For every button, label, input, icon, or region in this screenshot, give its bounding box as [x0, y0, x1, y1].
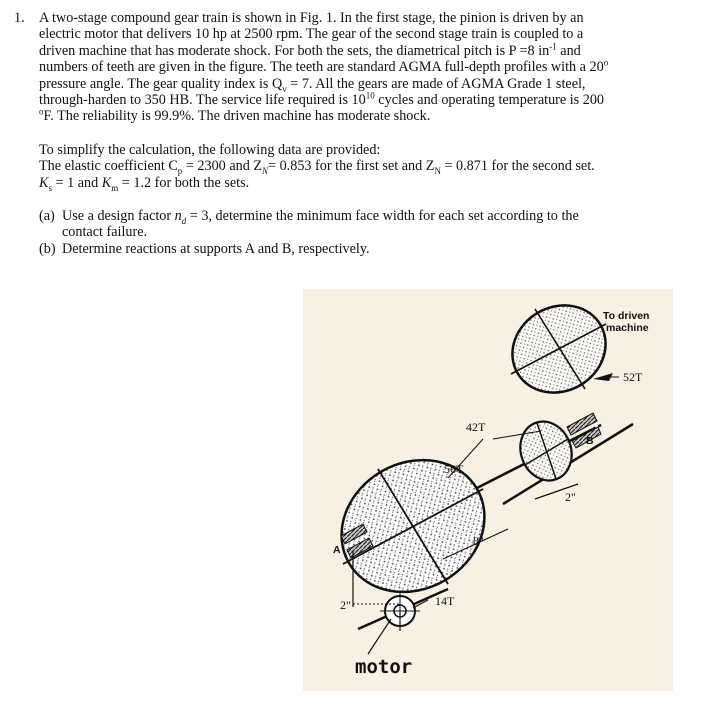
gear-42t — [496, 289, 621, 409]
label-56t: 56T — [444, 462, 464, 476]
intro-line-7: $^o$F. The reliability is 99.9%. The driven machine has moderate shock. — [39, 106, 431, 125]
intro-line-4: numbers of teeth are given in the figure. The teeth are standard AGMA full-depth profiles with a 20$^o$ — [39, 57, 609, 76]
label-support-b: B — [586, 435, 594, 447]
given-line-3: $K_s = 1$ and $K_m = 1.2$ for both the sets. — [39, 174, 250, 193]
label-motor: motor — [355, 656, 413, 678]
bearing-b — [567, 413, 601, 448]
problem-statement — [14, 10, 698, 257]
label-52t: 52T — [623, 370, 643, 384]
problem-intro — [39, 10, 698, 125]
svg-text:8": 8" — [473, 534, 484, 548]
intro-line-3: driven machine that has moderate shock. For both the sets, the diametrical pitch is P =8 $in^{-1}$ and — [39, 41, 581, 59]
driven-label-line1: To driven — [603, 310, 650, 322]
dimension-2in-right — [535, 484, 578, 504]
part-a-label: (a) — [39, 208, 55, 225]
label-support-a: A — [333, 544, 341, 556]
label-42t: 42T — [466, 420, 486, 434]
driven-label-line2: machine — [606, 322, 649, 334]
gear-56t — [317, 434, 508, 617]
part-a: (a) Use a design factor $n_d = 3$, determine the minimum face width for each set according to the contact failure. — [39, 208, 579, 241]
intro-line-2: electric motor that delivers 10 hp at 2500 rpm. The gear of the second stage train is coupled to a — [39, 26, 584, 43]
part-b-label: (b) — [39, 240, 56, 257]
problem-number: 1. — [14, 10, 25, 26]
given-line-2: The elastic coefficient $C_p = 2300$ and $Z_N= 0.853$ for the first set and $Z_N = 0.871$ for the second set. — [39, 158, 595, 177]
given-data — [39, 142, 698, 191]
svg-text:2": 2" — [565, 490, 576, 504]
given-line-1: To simplify the calculation, the following data are provided: — [39, 141, 381, 158]
intro-line-1: A two-stage compound gear train is shown in Fig. 1. In the first stage, the pinion is driven by an — [39, 10, 584, 26]
question-parts — [39, 208, 698, 257]
part-b: (b) Determine reactions at supports A and B, respectively. — [39, 240, 370, 257]
svg-text:2": 2" — [340, 598, 351, 612]
label-14t: 14T — [435, 594, 455, 608]
intro-line-5: pressure angle. The gear quality index is $Q_v = 7$. All the gears are made of AGMA Grade 1 steel, — [39, 75, 586, 94]
intro-line-6: through-harden to 350 HB. The service life required is $10^{10}$ cycles and operating temperature is 200 — [39, 90, 605, 109]
gear-train-figure — [303, 289, 673, 691]
